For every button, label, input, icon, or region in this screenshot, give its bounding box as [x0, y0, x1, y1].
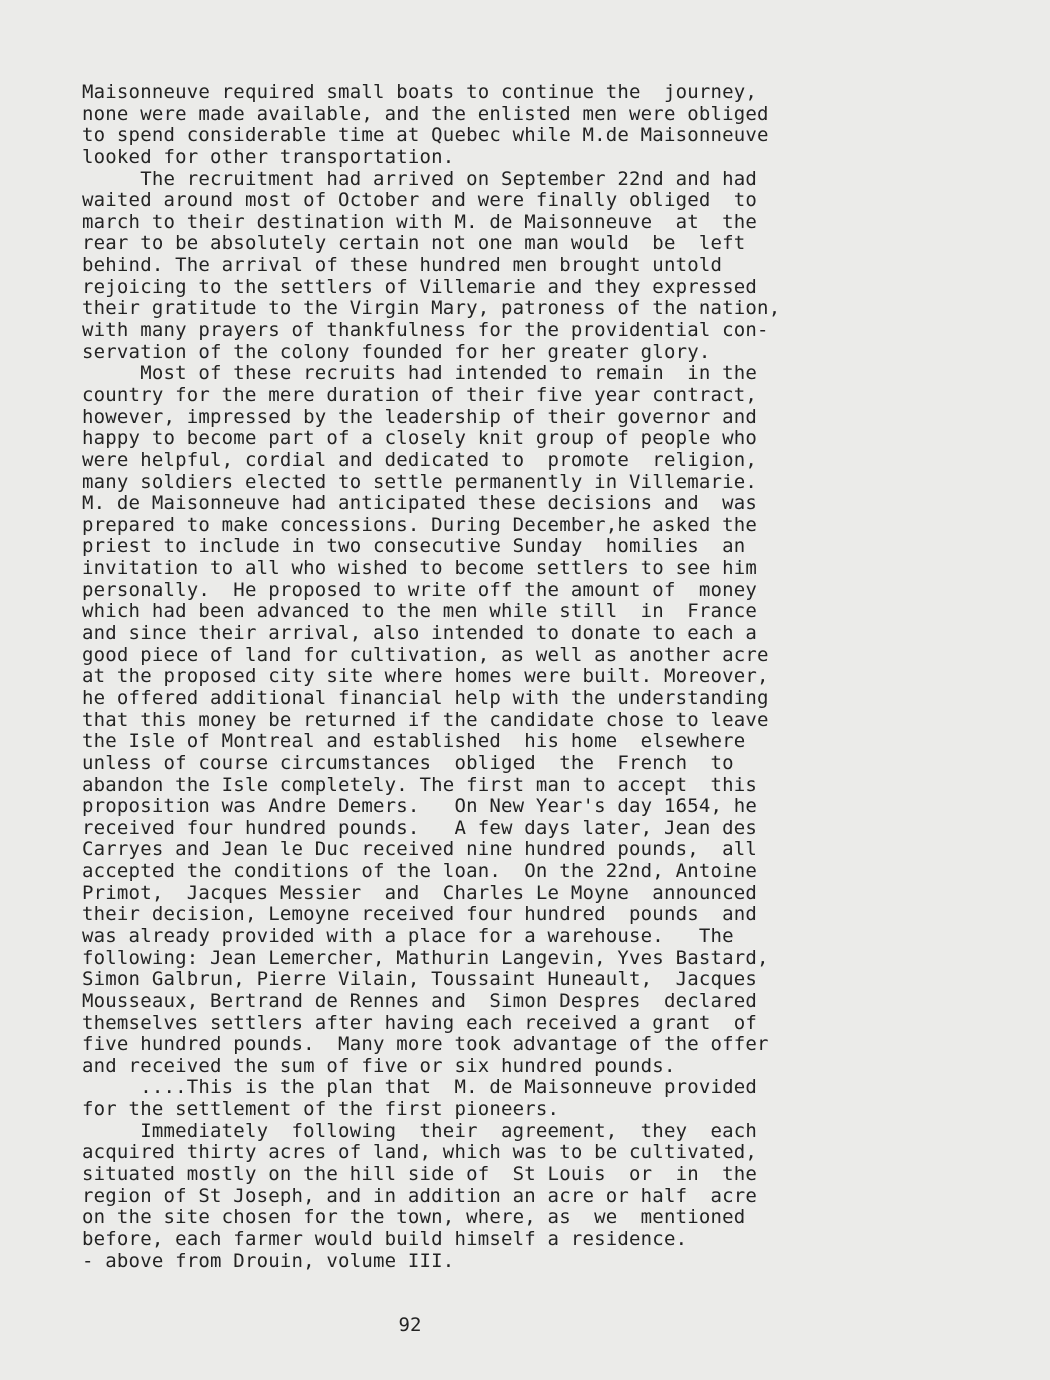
text-line: and since their arrival, also intended to donate to each a [82, 622, 758, 645]
text-line: none were made available, and the enlisted men were obliged [82, 102, 769, 125]
text-line: Mousseaux, Bertrand de Rennes and Simon Despres declared [82, 989, 758, 1012]
page-number: 92 [398, 1314, 422, 1336]
text-line: - above from Drouin, volume III. [82, 1249, 455, 1272]
text-line: Primot, Jacques Messier and Charles Le Moyne announced [82, 881, 758, 904]
text-line: personally. He proposed to write off the amount of money [82, 578, 758, 601]
text-line: invitation to all who wished to become settlers to see him [82, 557, 758, 580]
text-line: servation of the colony founded for her greater glory. [82, 340, 711, 363]
text-line: unless of course circumstances obliged the French to [82, 751, 734, 774]
text-line: country for the mere duration of their five year contract, [82, 383, 758, 406]
text-line: The recruitment had arrived on September 22nd and had [82, 167, 758, 190]
text-line: M. de Maisonneuve had anticipated these decisions and was [82, 492, 758, 515]
text-line: waited around most of October and were finally obliged to [82, 189, 758, 212]
text-line: for the settlement of the first pioneers. [82, 1098, 560, 1121]
text-line: priest to include in two consecutive Sunday homilies an [82, 535, 746, 558]
text-line: rear to be absolutely certain not one man would be left [82, 232, 746, 255]
text-line: however, impressed by the leadership of their governor and [82, 405, 758, 428]
text-line: were helpful, cordial and dedicated to promote religion, [82, 448, 758, 471]
text-line: good piece of land for cultivation, as well as another acre [82, 643, 769, 666]
text-line: ....This is the plan that M. de Maisonneuve provided [82, 1076, 758, 1099]
text-line: abandon the Isle completely. The first man to accept this [82, 773, 758, 796]
text-line: five hundred pounds. Many more took advantage of the offer [82, 1033, 769, 1056]
text-line: their gratitude to the Virgin Mary, patroness of the nation, [82, 297, 781, 320]
text-line: Simon Galbrun, Pierre Vilain, Toussaint Huneault, Jacques [82, 968, 758, 991]
text-line: that this money be returned if the candidate chose to leave [82, 708, 769, 731]
text-line: to spend considerable time at Quebec while M.de Maisonneuve [82, 124, 769, 147]
text-line: prepared to make concessions. During December,he asked the [82, 513, 758, 536]
body-text [82, 82, 882, 1272]
text-line: Maisonneuve required small boats to continue the journey, [82, 81, 758, 103]
text-line: received four hundred pounds. A few days later, Jean des [82, 816, 758, 839]
text-line: following: Jean Lemercher, Mathurin Langevin, Yves Bastard, [82, 946, 769, 969]
text-line: which had been advanced to the men while still in France [82, 600, 758, 623]
text-line: Immediately following their agreement, they each [82, 1119, 758, 1142]
text-line: and received the sum of five or six hundred pounds. [82, 1054, 676, 1077]
text-line: their decision, Lemoyne received four hundred pounds and [82, 903, 758, 926]
text-line: on the site chosen for the town, where, as we mentioned [82, 1206, 746, 1229]
text-line: happy to become part of a closely knit group of people who [82, 427, 758, 450]
text-line: accepted the conditions of the loan. On the 22nd, Antoine [82, 860, 758, 883]
text-line: proposition was Andre Demers. On New Year's day 1654, he [82, 795, 758, 818]
text-line: many soldiers elected to settle permanently in Villemarie. [82, 470, 758, 493]
text-line: before, each farmer would build himself a residence. [82, 1227, 688, 1250]
text-line: situated mostly on the hill side of St Louis or in the [82, 1163, 758, 1186]
text-line: Carryes and Jean le Duc received nine hundred pounds, all [82, 838, 758, 861]
text-line: behind. The arrival of these hundred men brought untold [82, 254, 723, 277]
text-line: march to their destination with M. de Maisonneuve at the [82, 210, 758, 233]
text-line: with many prayers of thankfulness for the providential con- [82, 319, 769, 342]
text-line: acquired thirty acres of land, which was to be cultivated, [82, 1141, 758, 1164]
text-line: was already provided with a place for a warehouse. The [82, 924, 734, 947]
text-line: Most of these recruits had intended to remain in the [82, 362, 758, 385]
text-line: themselves settlers after having each received a grant of [82, 1011, 758, 1034]
text-line: region of St Joseph, and in addition an acre or half acre [82, 1184, 758, 1207]
text-line: at the proposed city site where homes were built. Moreover, [82, 665, 769, 688]
text-line: he offered additional financial help with the understanding [82, 686, 769, 709]
text-line: looked for other transportation. [82, 145, 455, 168]
text-line: rejoicing to the settlers of Villemarie and they expressed [82, 275, 758, 298]
text-line: the Isle of Montreal and established his home elsewhere [82, 730, 746, 753]
